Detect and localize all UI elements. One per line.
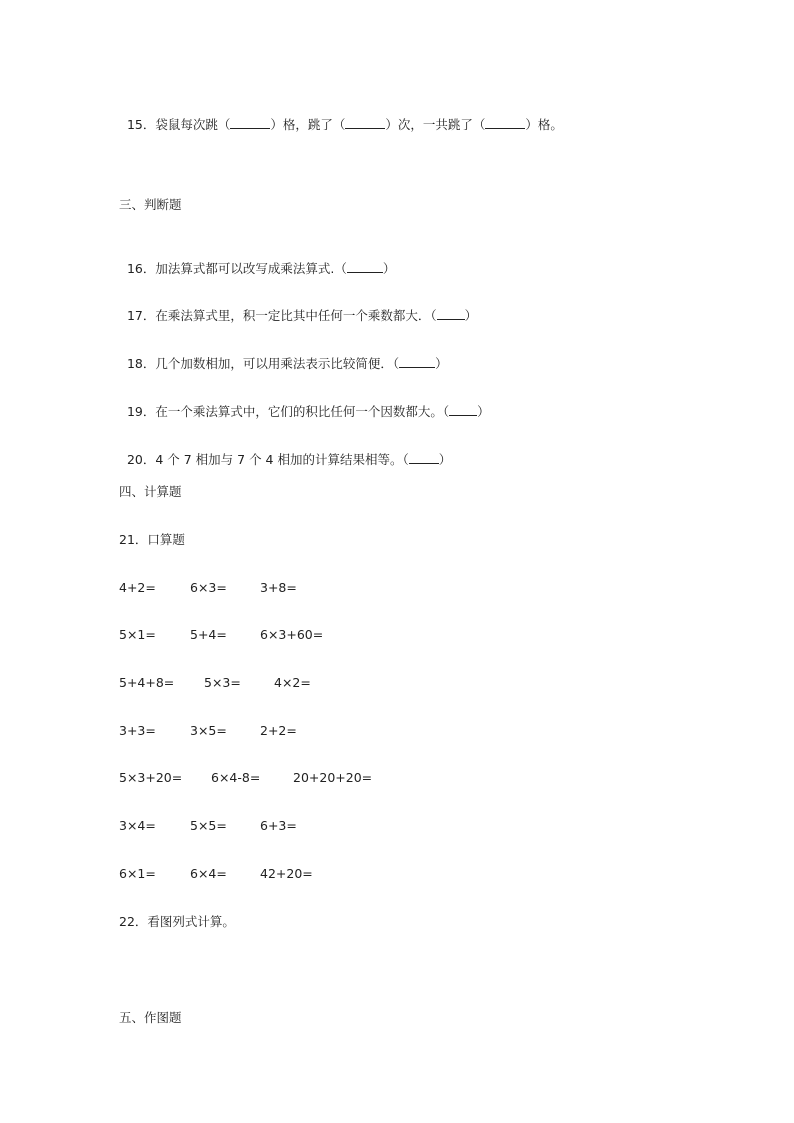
oral-problem: 3+3= — [119, 723, 156, 738]
oral-problem: 6×3+60= — [260, 627, 324, 642]
oral-problem: 6×1= — [119, 866, 156, 881]
question-number: 18． — [126, 356, 156, 371]
question-number: 19． — [126, 404, 156, 419]
section-heading-drawing: 五、作图题 — [119, 1010, 182, 1025]
question-text: ）格。 — [525, 117, 563, 132]
oral-problem: 5+4+8= — [119, 675, 175, 690]
question-text: ） — [464, 308, 478, 323]
oral-problem: 5×5= — [190, 818, 227, 833]
oral-problem: 6×4= — [190, 866, 227, 881]
oral-problem: 3×4= — [119, 818, 156, 833]
question-text: ） — [438, 452, 452, 467]
question-22: 22．看图列式计算。 — [119, 914, 235, 929]
question-text: 在乘法算式里，积一定比其中任何一个乘数都大．（ — [155, 308, 437, 323]
oral-problem: 3+8= — [260, 580, 297, 595]
question-15 — [119, 101, 563, 133]
question-text: ） — [435, 356, 448, 371]
answer-blank[interactable] — [347, 261, 383, 273]
oral-problem: 6×4-8= — [211, 770, 261, 785]
question-text: 袋鼠每次跳（ — [155, 117, 231, 132]
answer-blank[interactable] — [437, 308, 465, 320]
answer-blank[interactable] — [449, 404, 477, 416]
question-20 — [119, 436, 451, 468]
question-text: ）格，跳了（ — [270, 117, 346, 132]
oral-problem: 4+2= — [119, 580, 156, 595]
oral-problem: 6+3= — [260, 818, 297, 833]
section-heading-judgment: 三、判断题 — [119, 197, 182, 212]
section-heading-calculation: 四、计算题 — [119, 484, 182, 499]
question-text: 在一个乘法算式中，它们的积比任何一个因数都大。（ — [155, 404, 450, 419]
answer-blank[interactable] — [485, 117, 525, 129]
question-text: ）次，一共跳了（ — [385, 117, 486, 132]
oral-problem: 5×3+20= — [119, 770, 183, 785]
question-number: 16． — [126, 261, 156, 276]
oral-problem: 5×1= — [119, 627, 156, 642]
question-number: 17． — [126, 308, 156, 323]
oral-problem: 6×3= — [190, 580, 227, 595]
question-18 — [119, 340, 448, 372]
question-text: ） — [477, 404, 490, 419]
answer-blank[interactable] — [345, 117, 385, 129]
oral-problem: 42+20= — [260, 866, 313, 881]
question-16 — [119, 245, 395, 277]
question-text: 几个加数相加，可以用乘法表示比较简便．（ — [155, 356, 400, 371]
question-21: 21．口算题 — [119, 532, 185, 547]
question-text: 4 个 7 相加与 7 个 4 相加的计算结果相等。（ — [155, 452, 409, 467]
oral-problem: 4×2= — [274, 675, 311, 690]
question-19 — [119, 388, 490, 420]
question-17 — [119, 292, 477, 324]
answer-blank[interactable] — [409, 452, 439, 464]
question-text: 加法算式都可以改写成乘法算式.（ — [155, 261, 347, 276]
oral-problem: 5×3= — [204, 675, 241, 690]
answer-blank[interactable] — [399, 356, 435, 368]
oral-problem: 3×5= — [190, 723, 227, 738]
question-number: 15． — [126, 117, 156, 132]
answer-blank[interactable] — [230, 117, 270, 129]
question-number: 20． — [126, 452, 156, 467]
oral-problem: 5+4= — [190, 627, 227, 642]
question-text: ） — [382, 261, 396, 276]
oral-problem: 2+2= — [260, 723, 297, 738]
oral-problem: 20+20+20= — [293, 770, 373, 785]
